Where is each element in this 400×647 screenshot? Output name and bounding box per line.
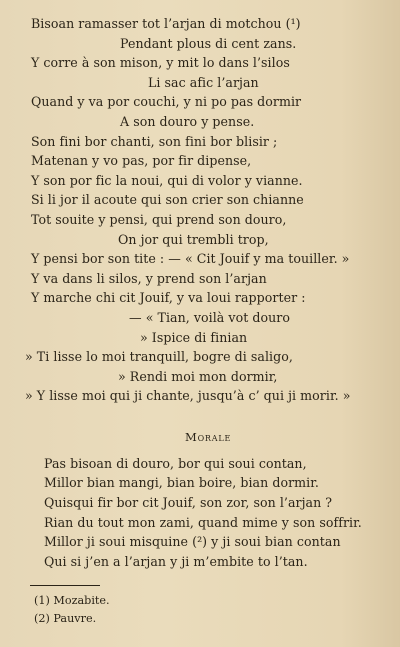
poem-line: Y marche chi cit Jouif, y va loui rapporter : [31, 290, 306, 306]
poem-line: » Ti lisse lo moi tranquill, bogre di saligo, [25, 349, 293, 365]
poem-line: Y son por fic la noui, qui di volor y vianne. [31, 172, 303, 188]
morale-line: Millor ji soui misquine (²) y ji soui bian contan [44, 534, 341, 550]
footnote: (2) Pauvre. [34, 612, 97, 626]
morale-line: Quisqui fir bor cit Jouif, son zor, son l’arjan ? [44, 495, 333, 511]
poem-line: Si li jor il acoute qui son crier son chianne [31, 192, 304, 208]
morale-heading: Morale [185, 429, 232, 444]
poem-line: Son fini bor chanti, son fini bor blisir ; [31, 133, 278, 149]
morale-line: Qui si j’en a l’arjan y ji m’embite to l’tan. [44, 553, 308, 569]
morale-line: Millor bian mangi, bian boire, bian dormir. [44, 475, 319, 491]
morale-line: Rian du tout mon zami, quand mime y son soffrir. [44, 514, 362, 530]
poem-line: » Y lisse moi qui ji chante, jusqu’à c’ qui ji morir. » [25, 388, 351, 404]
poem [0, 14, 400, 406]
poem-line: — « Tian, voilà vot douro [129, 309, 290, 325]
poem-line: Quand y va por couchi, y ni po pas dormir [31, 94, 302, 110]
morale-line: Pas bisoan di douro, bor qui soui contan, [44, 455, 307, 471]
footnote-divider [30, 585, 100, 586]
poem-line: Matenan y vo pas, por fir dipense, [31, 153, 252, 169]
morale-stanza [0, 454, 400, 572]
poem-line: Bisoan ramasser tot l’arjan di motchou (¹) [31, 16, 301, 31]
poem-line: Y pensi bor son tite : — « Cit Jouif y ma touiller. » [31, 251, 350, 267]
poem-line: Y corre à son mison, y mit lo dans l’silos [31, 55, 290, 71]
poem-line: A son douro y pense. [120, 113, 255, 129]
footnote: (1) Mozabite. [34, 594, 110, 608]
poem-line: Y va dans li silos, y prend son l’arjan [31, 270, 267, 286]
poem-line: » Rendi moi mon dormir, [118, 368, 278, 384]
poem-line: Pendant plous di cent zans. [120, 35, 297, 51]
poem-line: » Ispice di finian [140, 329, 248, 345]
poem-line: Tot souite y pensi, qui prend son douro, [31, 211, 287, 227]
footnotes [0, 592, 400, 628]
poem-line: On jor qui trembli trop, [118, 231, 269, 247]
poem-line: Li sac afic l’arjan [148, 74, 259, 90]
